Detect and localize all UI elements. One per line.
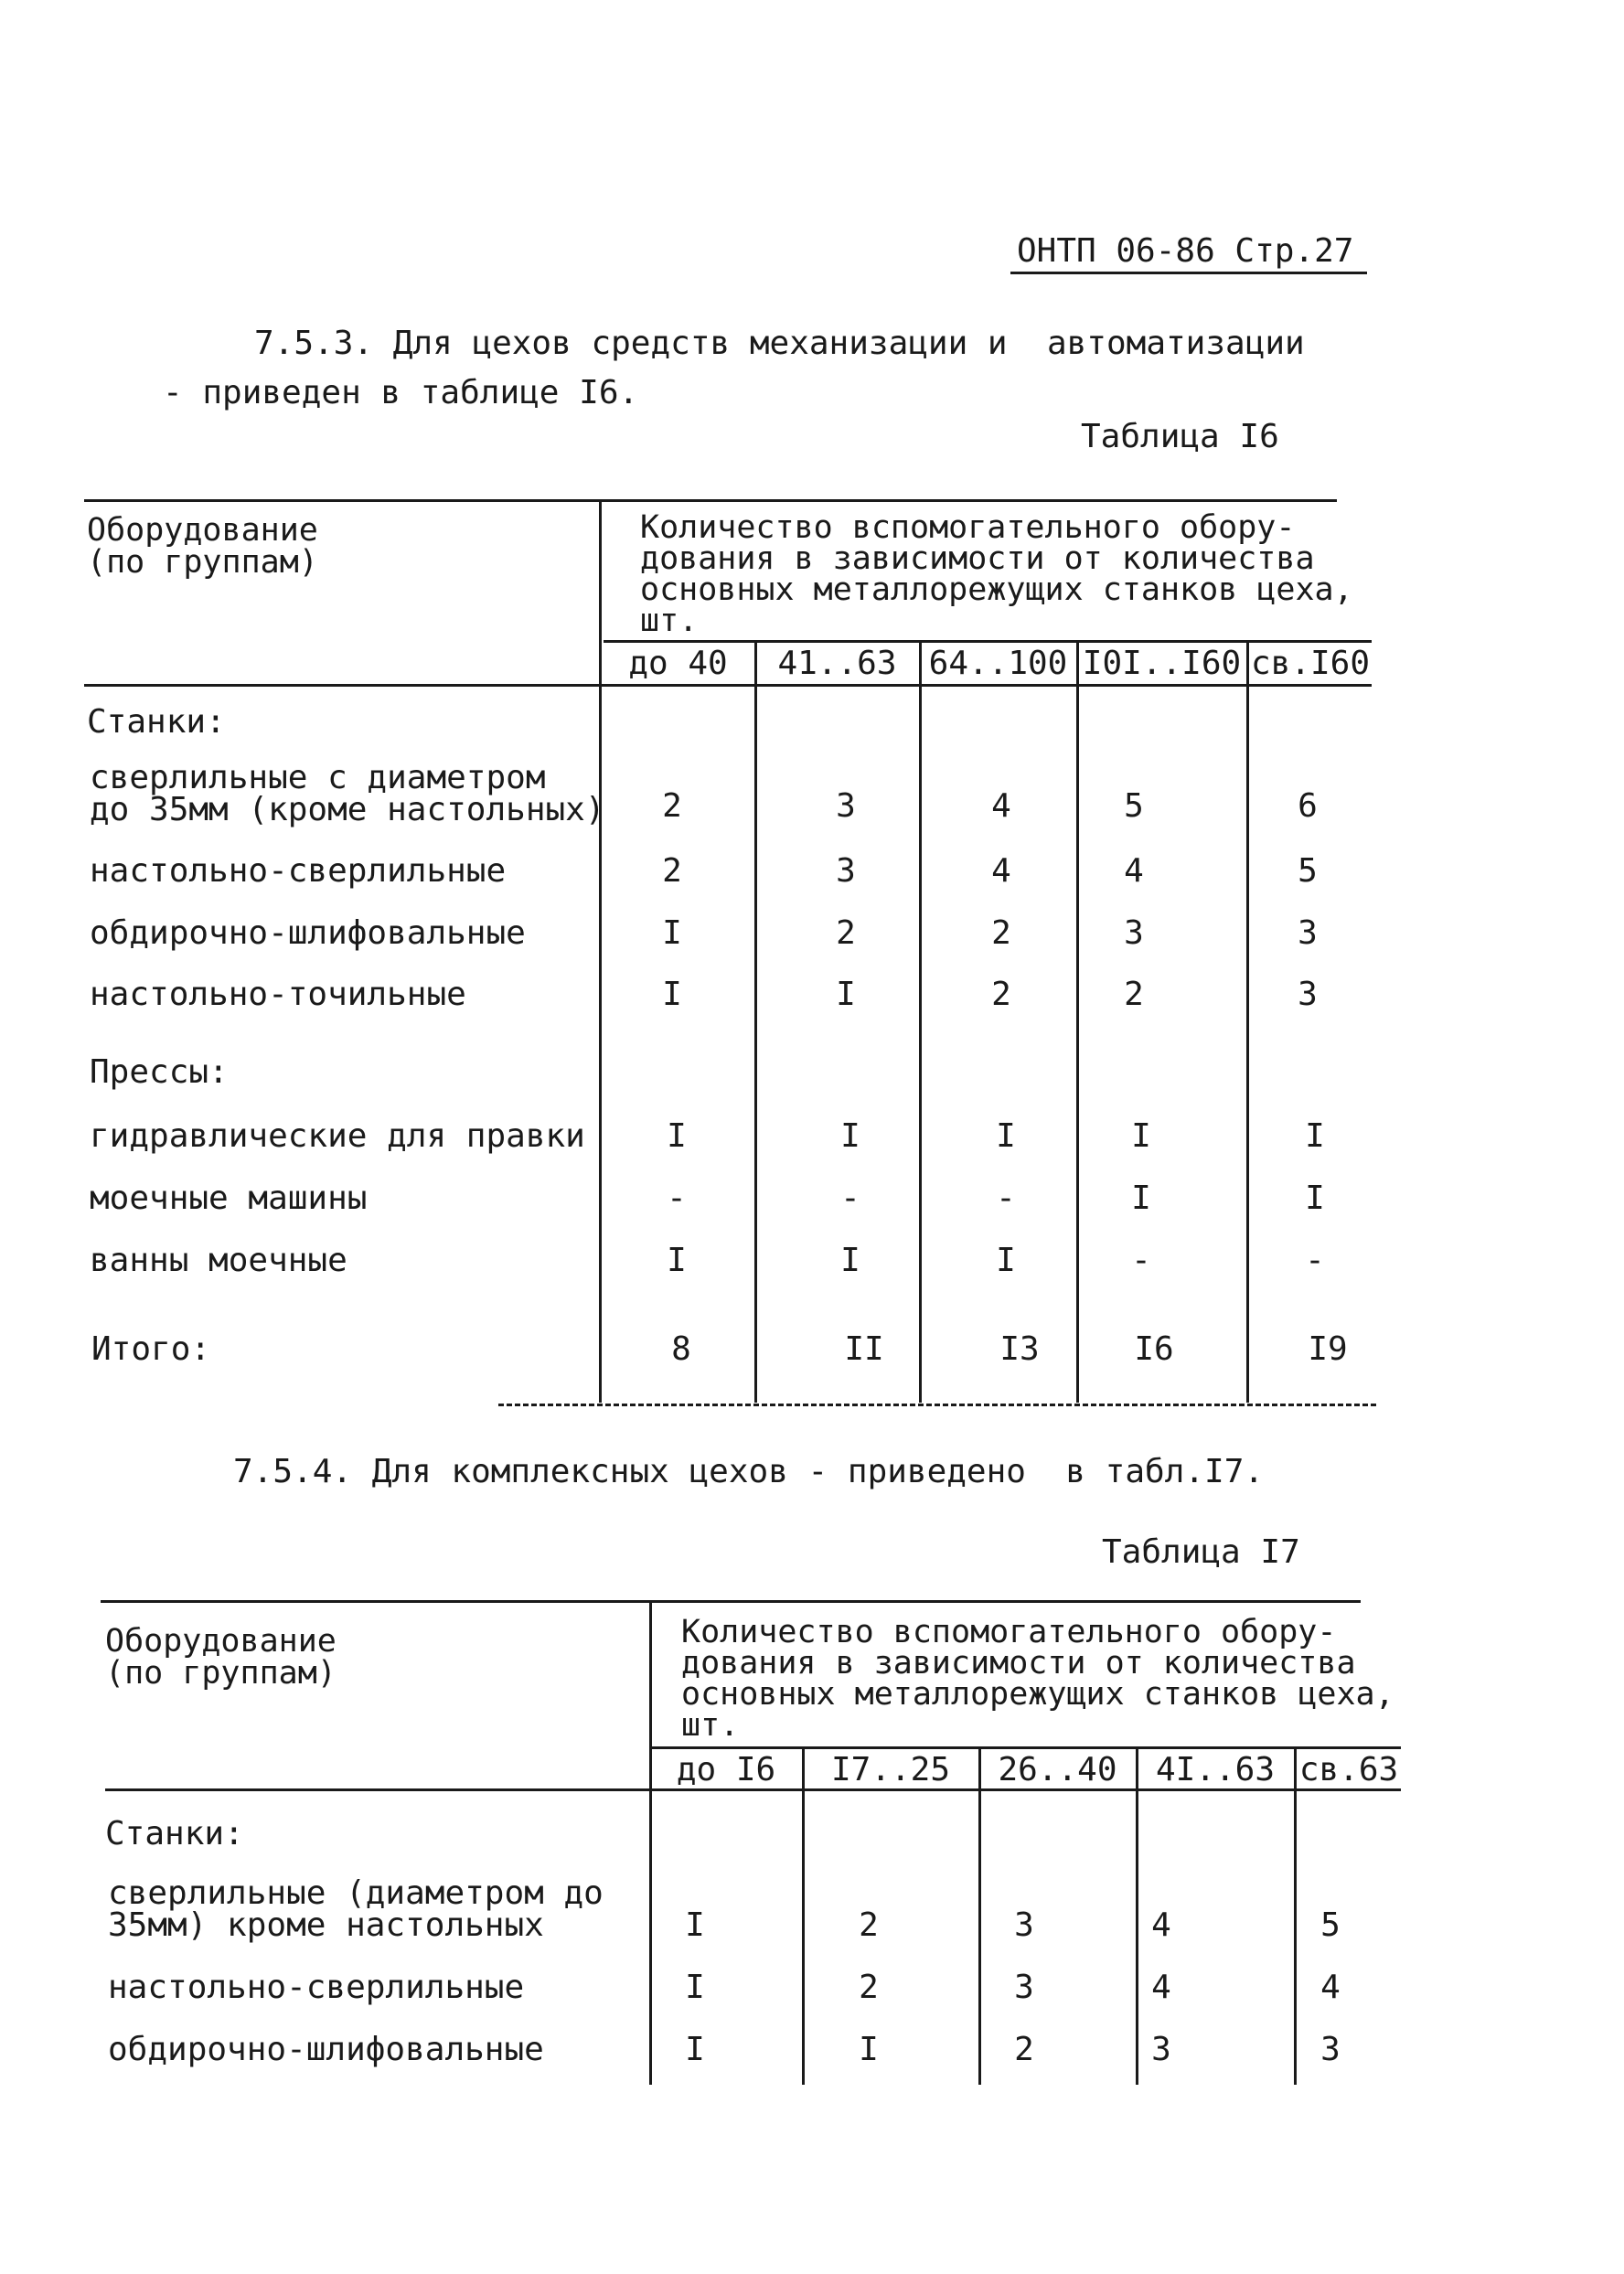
table-17-col-header: I7..25 [830, 1751, 951, 1788]
table-cell: I3 [999, 1330, 1040, 1368]
table-cell: - [996, 1180, 1016, 1217]
table-cell: 2 [1014, 2031, 1034, 2068]
table-16-caption: Таблица I6 [1081, 418, 1279, 455]
table-17-col-header: св.63 [1298, 1751, 1399, 1788]
section-7-5-4-line1: 7.5.4. Для комплексных цехов - приведено в табл.I7. [233, 1453, 1265, 1490]
row-label: настольно-сверлильные [108, 1969, 525, 2006]
table-cell: I [685, 1969, 705, 2006]
table-17-header-bottom-rule [105, 1788, 1401, 1791]
table-cell: I [1305, 1117, 1325, 1155]
page-reference-underline [1010, 272, 1367, 274]
table-cell: - [840, 1180, 860, 1217]
table-cell: I [996, 1117, 1016, 1155]
table-cell: 3 [1298, 914, 1318, 952]
table-cell: I [859, 2031, 879, 2068]
table-16-header-bottom-rule [84, 684, 1372, 687]
table-cell: 3 [1320, 2031, 1341, 2068]
table-17-group-header-line2: дования в зависимости от количества [681, 1645, 1356, 1681]
table-cell: 5 [1298, 852, 1318, 890]
table-cell: 8 [671, 1330, 691, 1368]
table-cell: 2 [662, 852, 682, 890]
row-label: обдирочно-шлифовальные [90, 914, 526, 952]
table-cell: 4 [1151, 1906, 1171, 1944]
table-cell: 2 [991, 914, 1011, 952]
table-16-group-header-line4: шт. [640, 603, 699, 639]
table-16-bottom-rule [498, 1404, 1376, 1406]
table-17-col-header: 4I..63 [1155, 1751, 1276, 1788]
table-cell: 3 [1298, 976, 1318, 1013]
total-label: Итого: [91, 1330, 211, 1368]
table-16-col-header: 64..100 [928, 645, 1068, 682]
table-16-divider-0 [599, 499, 602, 1403]
table-16-top-rule [84, 499, 1337, 502]
row-label: ванны моечные [90, 1242, 347, 1279]
row-label: настольно-сверлильные [90, 852, 507, 890]
table-cell: 2 [662, 787, 682, 825]
table-cell: I [996, 1242, 1016, 1279]
table-cell: 2 [836, 914, 856, 952]
table-cell: 5 [1320, 1906, 1341, 1944]
table-cell: 4 [991, 852, 1011, 890]
table-16-divider-3 [1076, 640, 1079, 1403]
table-16-divider-2 [919, 640, 922, 1403]
table-16-columns-rule [604, 640, 1372, 643]
table-17-col-header: 26..40 [998, 1751, 1117, 1788]
table-cell: 3 [1014, 1906, 1034, 1944]
section-7-5-3-line1: 7.5.3. Для цехов средств механизации и автоматизации [254, 325, 1305, 362]
table-cell: 3 [1014, 1969, 1034, 2006]
row-label: сверлильные с диаметром [90, 759, 546, 796]
table-cell: 4 [991, 787, 1011, 825]
table-cell: I [685, 2031, 705, 2068]
table-16-group-header-line2: дования в зависимости от количества [640, 540, 1315, 577]
page-reference: ОНТП 06-86 Стр.27 [1017, 232, 1354, 270]
table-16-col-header: I0I..I60 [1082, 645, 1242, 682]
table-cell: 4 [1124, 852, 1144, 890]
table-cell: I [840, 1242, 860, 1279]
table-17-group-header-line4: шт. [681, 1707, 740, 1744]
table-16-divider-1 [754, 640, 757, 1403]
table-17-group-header-line1: Количество вспомогательного обору- [681, 1614, 1337, 1650]
table-cell: II [844, 1330, 884, 1368]
table-cell: I [1305, 1180, 1325, 1217]
table-cell: I [1131, 1180, 1151, 1217]
row-label: сверлильные (диаметром до [108, 1874, 604, 1912]
row-label: 35мм) кроме настольных [108, 1906, 544, 1944]
table-17-col0-header-line1: Оборудование [105, 1623, 337, 1660]
table-17-col0-header-line2: (по группам) [105, 1655, 337, 1692]
table-16-col0-header-line1: Оборудование [87, 512, 318, 549]
table-cell: 2 [991, 976, 1011, 1013]
table-cell: I9 [1308, 1330, 1348, 1368]
table-16-col-header: св.I60 [1250, 645, 1371, 682]
table-cell: 4 [1151, 1969, 1171, 2006]
table-16-section-stanki: Станки: [87, 703, 226, 741]
table-cell: I [662, 976, 682, 1013]
table-cell: I [667, 1242, 687, 1279]
table-cell: - [667, 1180, 687, 1217]
table-cell: I [836, 976, 856, 1013]
table-cell: I6 [1134, 1330, 1174, 1368]
table-cell: 3 [1124, 914, 1144, 952]
table-cell: 3 [836, 787, 856, 825]
table-cell: 2 [859, 1969, 879, 2006]
table-cell: 4 [1320, 1969, 1341, 2006]
table-17-columns-rule [651, 1746, 1401, 1749]
row-label: моечные машины [90, 1180, 368, 1217]
table-16-section-pressy: Прессы: [90, 1053, 229, 1091]
table-16-group-header-line1: Количество вспомогательного обору- [640, 509, 1296, 546]
table-17-col-header: до I6 [676, 1751, 776, 1788]
table-16-col0-header-line2: (по группам) [87, 544, 318, 581]
table-cell: 2 [859, 1906, 879, 1944]
table-cell: 3 [836, 852, 856, 890]
table-cell: I [667, 1117, 687, 1155]
table-cell: I [1131, 1117, 1151, 1155]
table-17-divider-1 [802, 1746, 805, 2085]
table-cell: 3 [1151, 2031, 1171, 2068]
table-16-divider-4 [1246, 640, 1249, 1403]
table-17-divider-0 [649, 1600, 652, 2085]
table-17-top-rule [101, 1600, 1361, 1603]
table-16-group-header-line3: основных металлорежущих станков цеха, [640, 571, 1353, 608]
row-label: настольно-точильные [90, 976, 466, 1013]
section-7-5-3-line2: - приведен в таблице I6. [163, 374, 639, 411]
table-17-caption: Таблица I7 [1102, 1533, 1300, 1571]
table-cell: - [1305, 1242, 1325, 1279]
table-16-col-header: 41..63 [777, 645, 897, 682]
table-cell: 6 [1298, 787, 1318, 825]
row-label: обдирочно-шлифовальные [108, 2031, 544, 2068]
row-label: до 35мм (кроме настольных) [90, 791, 605, 828]
table-cell: - [1131, 1242, 1151, 1279]
table-cell: 5 [1124, 787, 1144, 825]
table-17-section-stanki: Станки: [105, 1815, 244, 1852]
table-16-col-header: до 40 [628, 645, 728, 682]
table-cell: 2 [1124, 976, 1144, 1013]
table-17-group-header-line3: основных металлорежущих станков цеха, [681, 1676, 1394, 1713]
table-cell: I [685, 1906, 705, 1944]
table-cell: I [662, 914, 682, 952]
row-label: гидравлические для правки [90, 1117, 585, 1155]
table-cell: I [840, 1117, 860, 1155]
